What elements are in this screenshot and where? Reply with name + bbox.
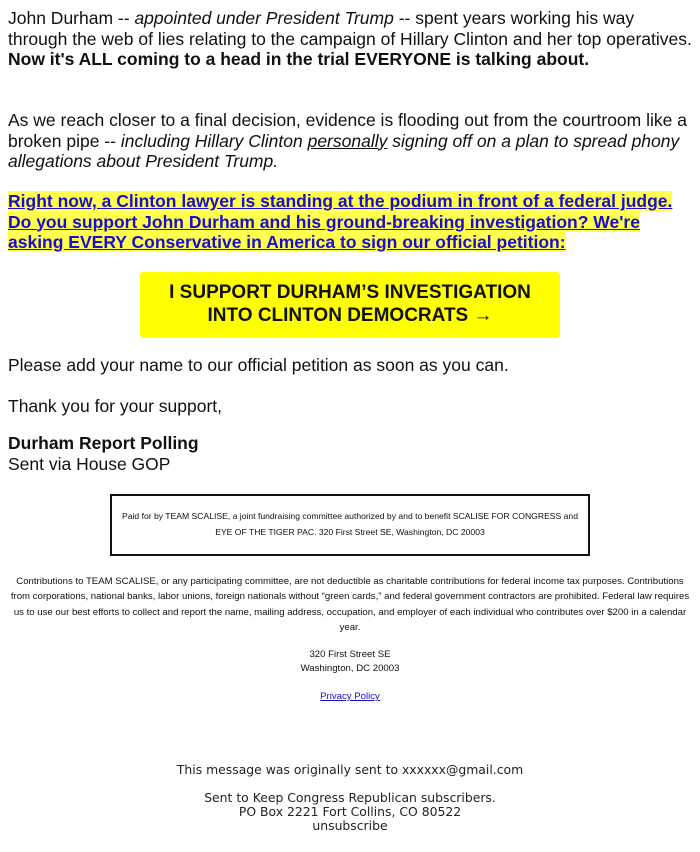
privacy-policy-link[interactable]: Privacy Policy	[320, 691, 380, 702]
paid-for-text: Paid for by TEAM SCALISE, a joint fundraising committee authorized by and to benefit SCALISE FOR CONGRESS and EYE OF THE TIGER PAC. 320 First Street SE, Washington, DC 20003	[121, 511, 578, 537]
signature	[8, 433, 694, 474]
privacy-paragraph	[10, 689, 690, 704]
mailing-address	[10, 648, 690, 675]
add-name-text: Please add your name to our official petition as soon as you can.	[8, 355, 509, 375]
intro-paragraph	[8, 8, 694, 70]
footer-block	[0, 791, 700, 833]
intro-italic: appointed under President Trump	[134, 8, 394, 28]
footer-po-box: PO Box 2221 Fort Collins, CO 80522	[238, 804, 462, 819]
intro-text-1: John Durham --	[8, 8, 135, 28]
footer-subscribers: Sent to Keep Congress Republican subscribers.	[204, 790, 496, 805]
evidence-italic-1: including Hillary Clinton	[120, 130, 308, 151]
footer-sent-to: This message was originally sent to xxxxxx@gmail.com	[176, 762, 524, 777]
signature-sent-via: Sent via House GOP	[8, 453, 171, 474]
petition-link[interactable]: Right now, a Clinton lawyer is standing at the podium in front of a federal judge. Do you support John Durham and his ground-breaking investigation? We're asking EVERY Conservative in America to sign our official petition:	[8, 191, 673, 252]
support-petition-button[interactable]	[140, 272, 560, 338]
signature-name: Durham Report Polling	[8, 433, 199, 453]
thanks-text: Thank you for your support,	[8, 396, 222, 416]
contributions-disclaimer: Contributions to TEAM SCALISE, or any participating committee, are not deductible as charitable contributions for federal income tax purposes. Contributions from corporations, national banks, labor unions, foreign nationals without “green cards,” and federal government contractors are prohibited. Federal law requires us to use our best efforts to collect and report the name, mailing address, occupation, and employer of each individual who contributes over $200 in a calendar year.	[10, 576, 690, 633]
cta-line-1: I SUPPORT DURHAM’S INVESTIGATION	[169, 282, 531, 303]
paid-for-disclaimer-box	[110, 494, 590, 556]
cta-line-2: INTO CLINTON DEMOCRATS →	[207, 304, 493, 326]
intro-text-2: -- spent years working his way through the web of lies relating to the campaign of Hillary Clinton and her top operatives.	[8, 8, 692, 49]
evidence-text-1: As we reach closer to a final decision, evidence is flooding out from the courtroom like a broken pipe --	[8, 110, 687, 151]
intro-bold: Now it's ALL coming to a head in the trial EVERYONE is talking about.	[8, 49, 590, 69]
evidence-italic-2: signing off on a plan to spread phony allegations about President Trump.	[8, 130, 680, 171]
evidence-paragraph	[8, 110, 694, 172]
petition-paragraph	[8, 191, 694, 253]
address-line-1: 320 First Street SE	[309, 649, 391, 660]
address-line-2: Washington, DC 20003	[300, 662, 400, 674]
unsubscribe-link[interactable]: unsubscribe	[312, 818, 388, 833]
evidence-underlined: personally	[307, 130, 388, 151]
